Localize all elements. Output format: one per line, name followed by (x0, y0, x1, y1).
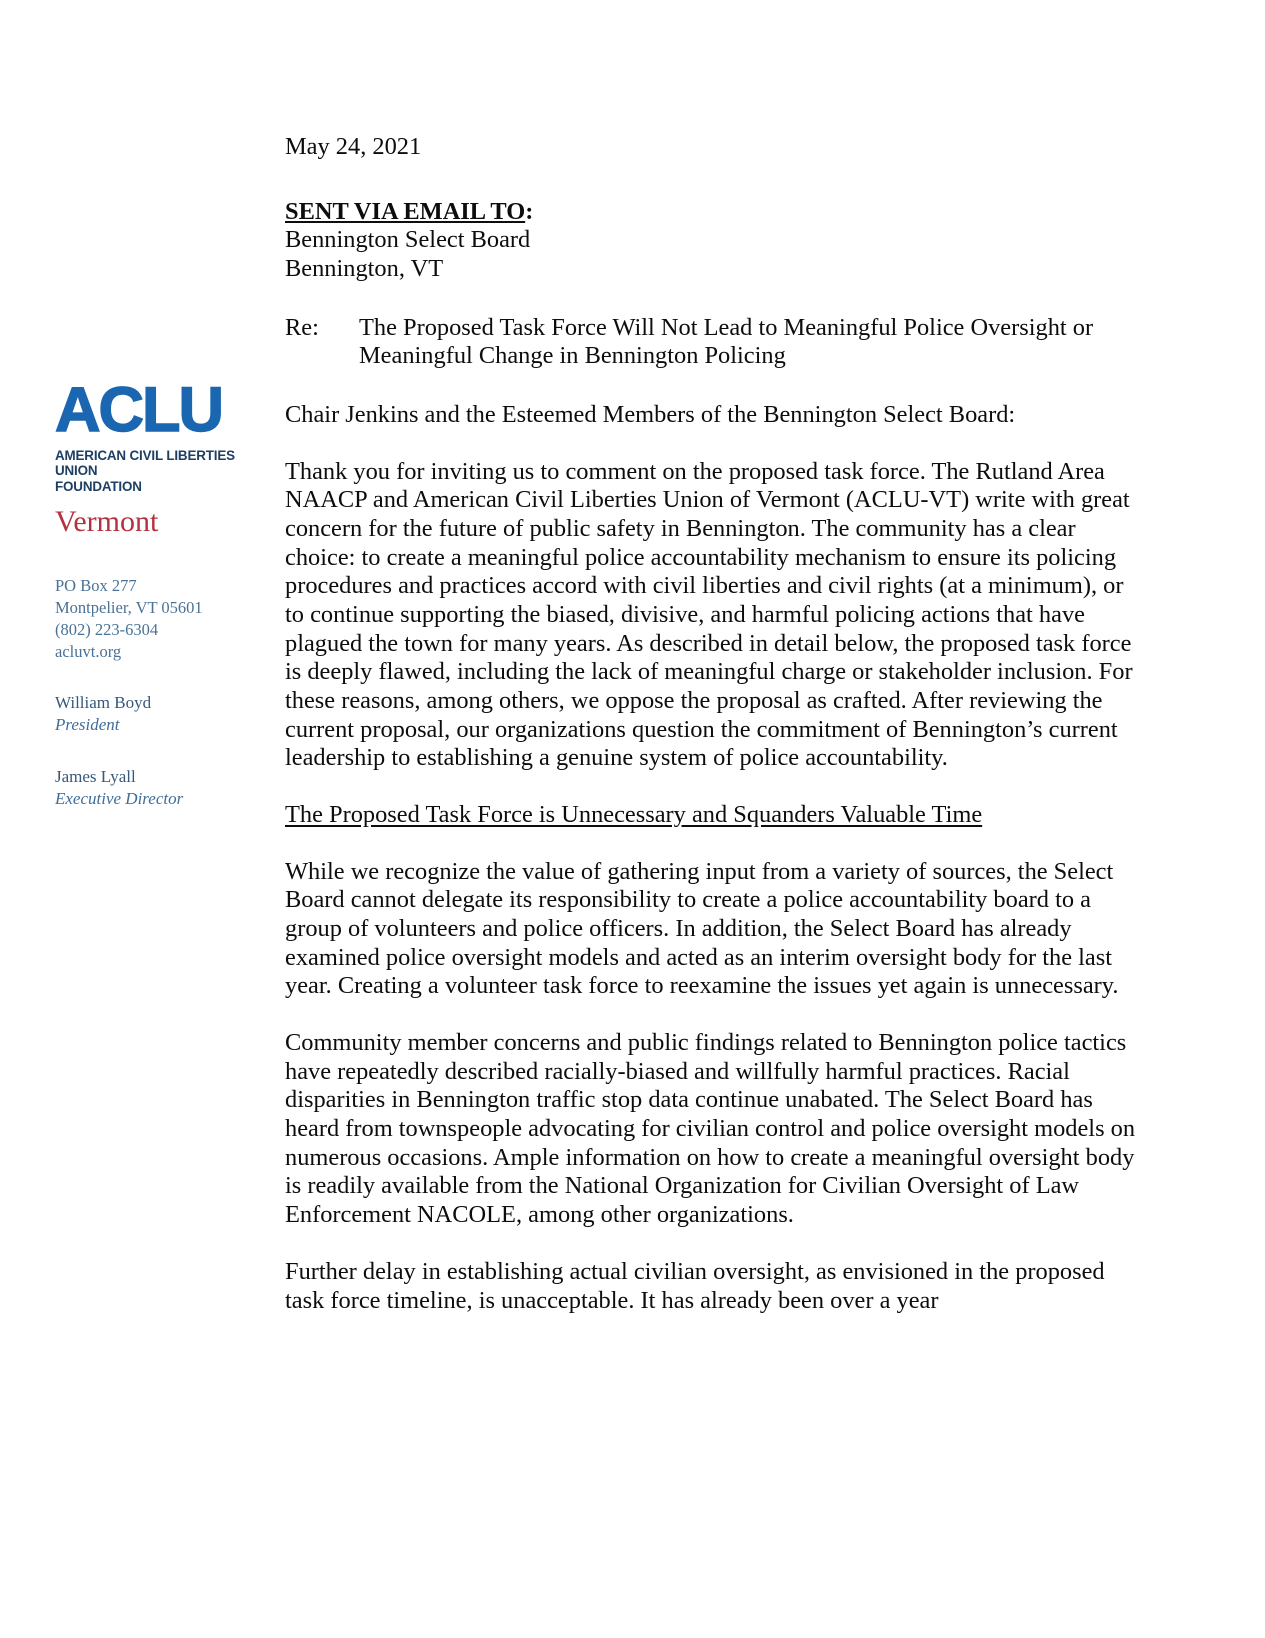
letterhead-sidebar (55, 375, 270, 811)
section-heading-1 (285, 801, 1140, 830)
letter-date: May 24, 2021 (285, 133, 422, 160)
staff-title: President (55, 715, 120, 735)
paragraph-2: While we recognize the value of gathering input from a variety of sources, the Select Board cannot delegate its responsibility to create a police accountability board to a group of volunteers and police officers. In addition, the Select Board has already examined police oversight models and acted as an interim oversight body for the last year. Creating a volunteer task force to reexamine the issues yet again is unnecessary. (285, 857, 1119, 1000)
aclu-subtitle-line1: AMERICAN CIVIL LIBERTIES UNION (55, 447, 235, 479)
paragraph-3: Community member concerns and public findings related to Bennington police tactics have repeatedly described racially-biased and willfully harmful practices. Racial disparities in Bennington traffic stop data continue unabated. The Select Board has heard from townspeople advocating for civilian control and police oversight models on numerous occasions. Ample information on how to create a meaningful oversight body is readily available from the National Organization for Civilian Oversight of Law Enforcement NACOLE, among other organizations. (285, 1029, 1136, 1229)
letter-body (285, 133, 1140, 1315)
aclu-wordmark-icon: ACLU (55, 375, 222, 445)
re-subject-block (285, 314, 1140, 371)
section-heading-1-text: The Proposed Task Force is Unnecessary and Squanders Valuable Time (285, 801, 983, 829)
phone-number: (802) 223-6304 (55, 619, 159, 639)
staff-entry-president (55, 692, 270, 737)
re-label: Re: (285, 313, 319, 341)
aclu-subtitle (55, 448, 270, 494)
address-line-1: PO Box 277 (55, 575, 137, 595)
salutation: Chair Jenkins and the Esteemed Members of the Bennington Select Board: (285, 401, 1016, 429)
address-line-2: Montpelier, VT 05601 (55, 597, 203, 617)
sent-via-email-text: SENT VIA EMAIL TO (285, 197, 526, 225)
sent-via-email-label (285, 198, 1140, 227)
paragraph-1: Thank you for inviting us to comment on the proposed task force. The Rutland Area NAACP and American Civil Liberties Union of Vermont (ACLU-VT) write with great concern for the future of public safety in Bennington. The community has a clear choice: to create a meaningful police accountability mechanism to ensure its policing procedures and practices accord with civil liberties and civil rights (at a minimum), or to continue supporting the biased, divisive, and harmful policing actions that have plagued the town for many years. As described in detail below, the proposed task force is deeply flawed, including the lack of meaningful charge or stakeholder inclusion. For these reasons, among others, we oppose the proposal as crafted. After reviewing the current proposal, our organizations question the commitment of Bennington’s current leadership to establishing a genuine system of police accountability. (285, 457, 1133, 772)
staff-entry-executive-director (55, 766, 270, 811)
recipient-line-2: Bennington, VT (285, 255, 444, 283)
contact-block (55, 575, 270, 663)
website-link[interactable]: acluvt.org (55, 641, 122, 661)
sent-via-colon: : (525, 197, 534, 225)
staff-name: William Boyd (55, 692, 152, 712)
paragraph-4: Further delay in establishing actual civilian oversight, as envisioned in the proposed task force timeline, is unacceptable. It has already been over a year (285, 1257, 1105, 1314)
aclu-subtitle-line2: FOUNDATION (55, 478, 142, 494)
recipient-line-1: Bennington Select Board (285, 226, 531, 254)
staff-name: James Lyall (55, 766, 136, 786)
re-subject-text: The Proposed Task Force Will Not Lead to Meaningful Police Oversight or Meaningful Change in Bennington Policing (359, 313, 1094, 370)
aclu-affiliate-name: Vermont (55, 504, 159, 538)
staff-title: Executive Director (55, 789, 184, 809)
aclu-logo (55, 375, 270, 538)
